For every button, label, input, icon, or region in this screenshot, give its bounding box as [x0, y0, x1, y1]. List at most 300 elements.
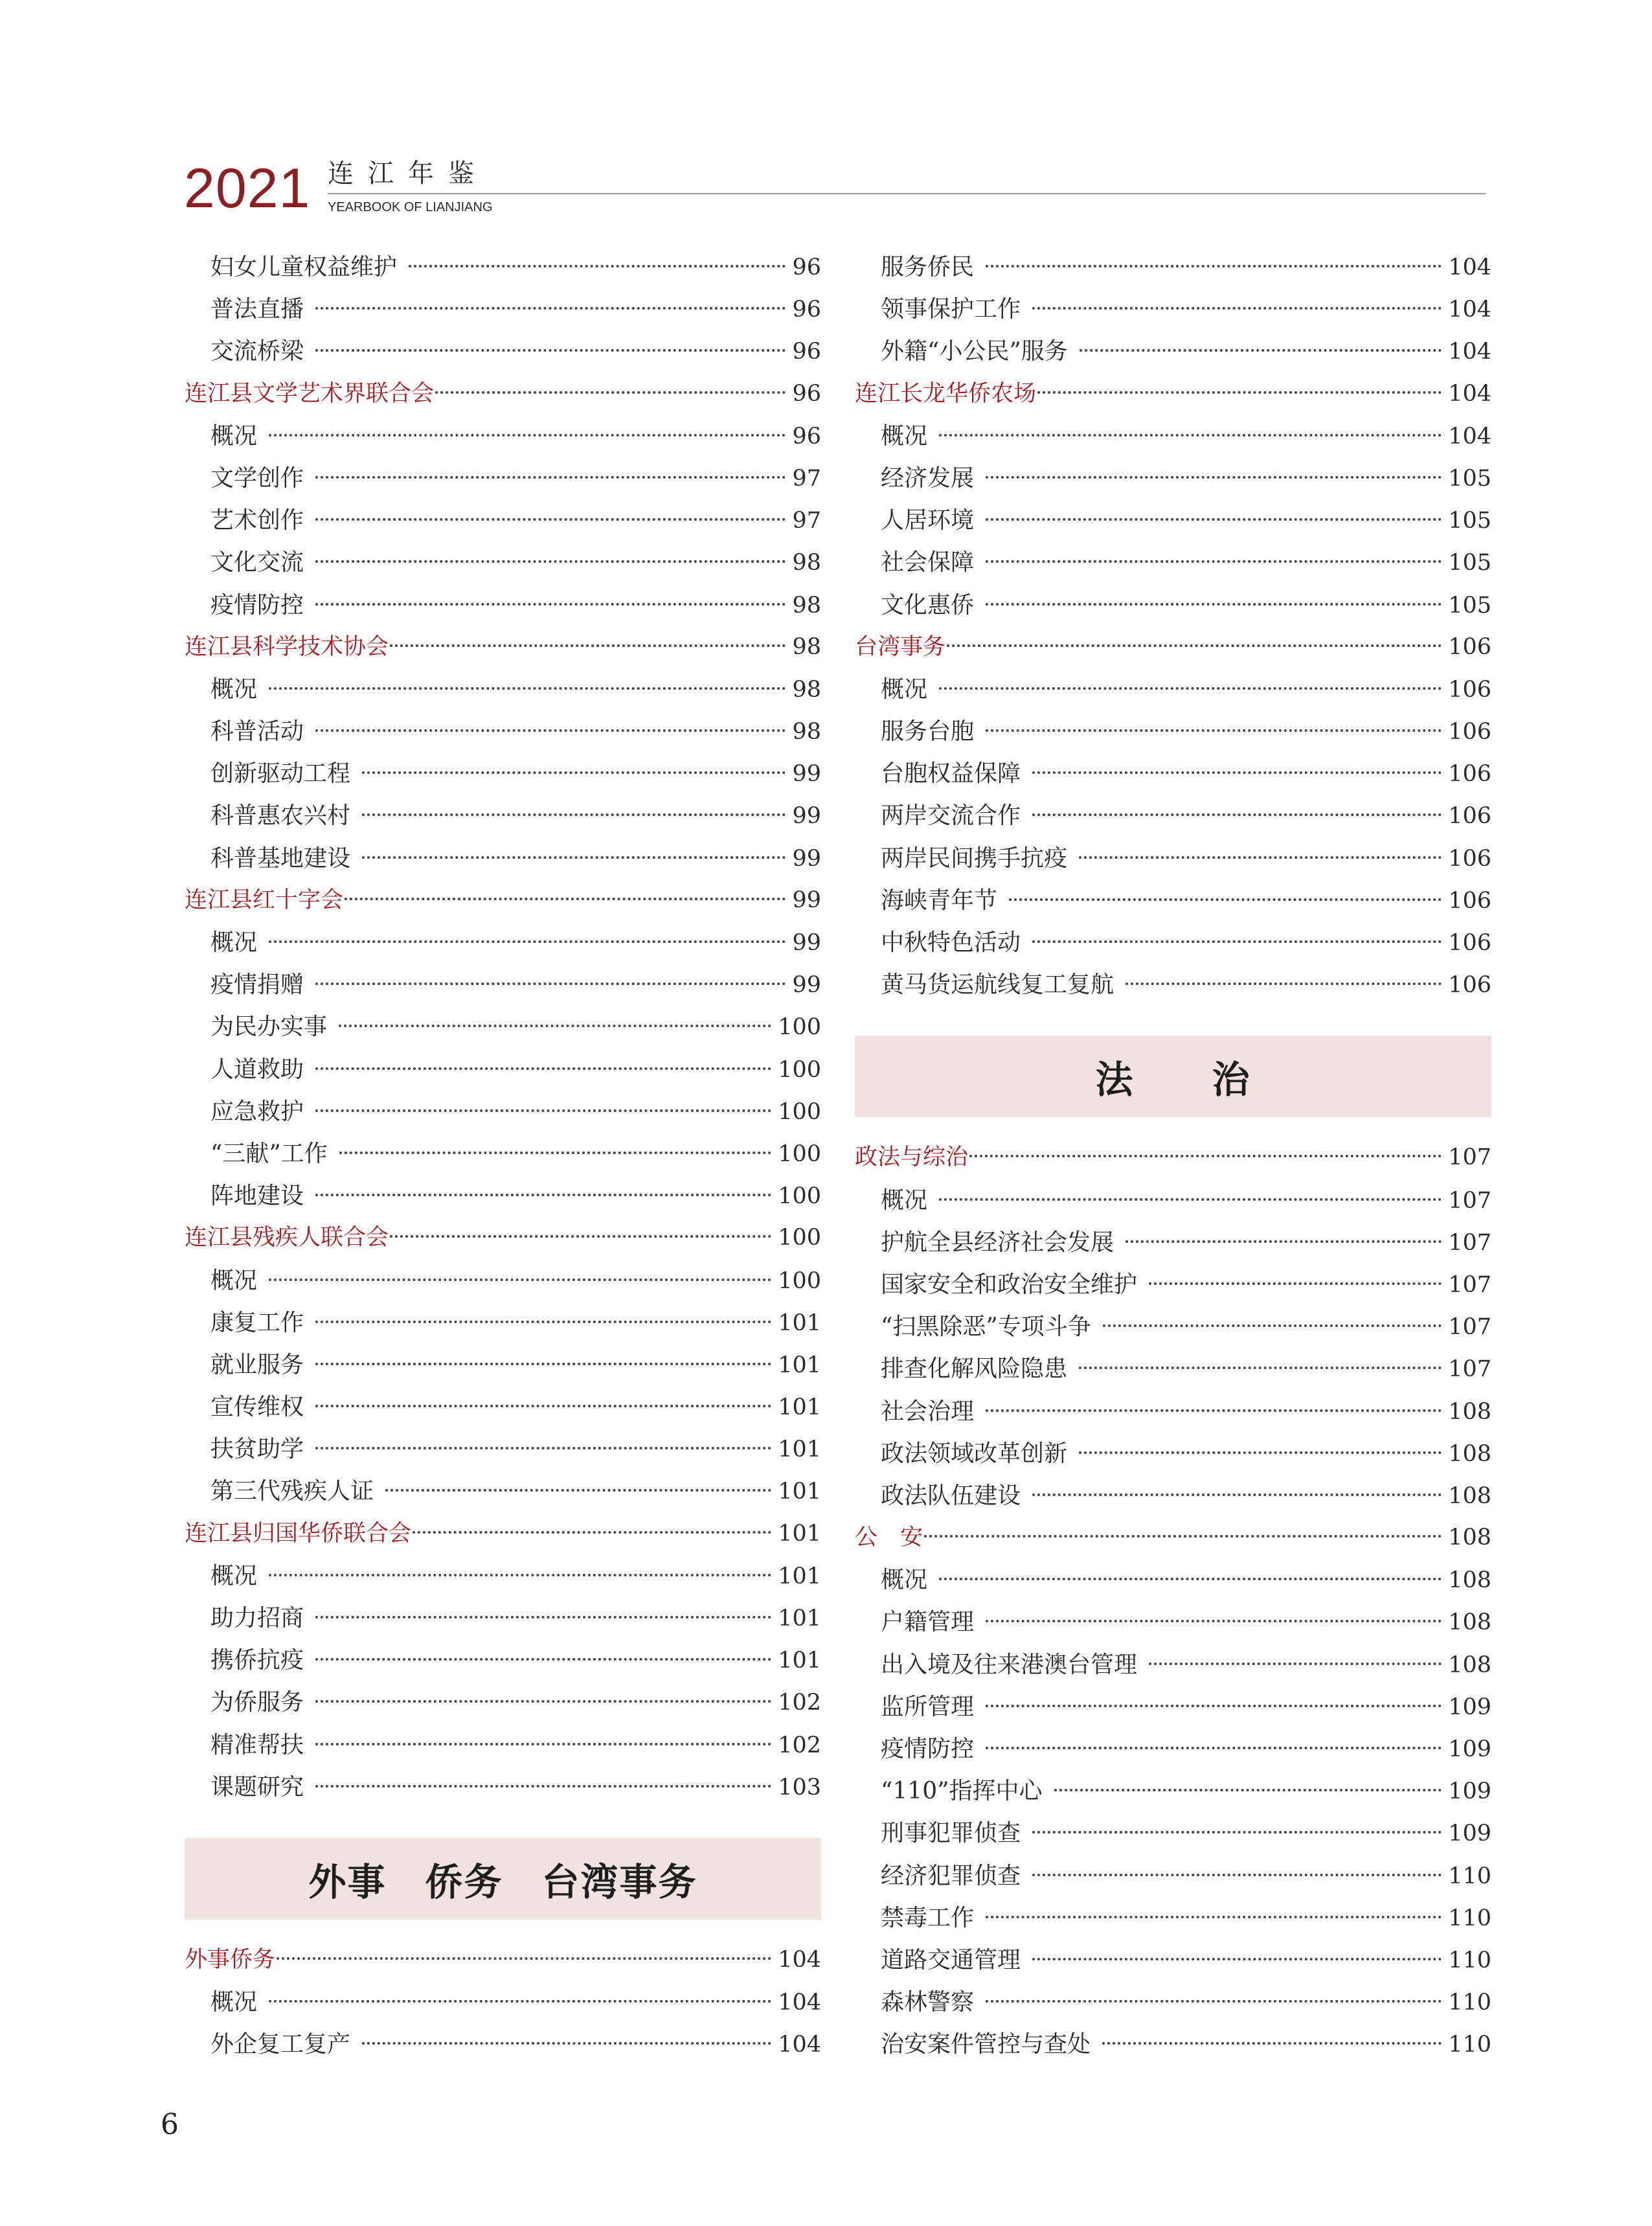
- dot-leader: [1079, 1451, 1442, 1454]
- toc-entry-label: 连江县文学艺术界联合会: [185, 380, 435, 407]
- toc-entry-page: 109: [1448, 1736, 1491, 1762]
- toc-entry-page: 103: [778, 1774, 821, 1800]
- toc-entry-label: 概况: [210, 1989, 258, 2016]
- dot-leader: [986, 1916, 1442, 1918]
- toc-entry-page: 101: [778, 1479, 821, 1505]
- toc-entry-page: 110: [1448, 1990, 1491, 2016]
- toc-entry-page: 100: [778, 1267, 821, 1294]
- toc-entry-label: 领事保护工作: [881, 296, 1021, 323]
- dot-leader: [315, 307, 786, 310]
- dot-leader: [1032, 1493, 1442, 1496]
- toc-entry-label: 治安案件管控与查处: [881, 2031, 1091, 2058]
- toc-entry-page: 109: [1448, 1694, 1491, 1720]
- toc-entry[interactable]: [185, 710, 821, 753]
- toc-entry-page: 104: [778, 2032, 821, 2058]
- toc-section-entry[interactable]: [855, 373, 1491, 415]
- toc-entry-page: 109: [1448, 1778, 1491, 1805]
- dot-leader: [315, 1785, 771, 1788]
- toc-section-entry[interactable]: [185, 1513, 821, 1555]
- toc-entry-page: 105: [1448, 508, 1491, 534]
- dot-leader: [947, 644, 1442, 647]
- toc-entry[interactable]: [855, 964, 1491, 1006]
- toc-entry-label: 社会治理: [881, 1398, 975, 1425]
- toc-entry[interactable]: [855, 1306, 1491, 1348]
- toc-entry[interactable]: [855, 1559, 1491, 1601]
- toc-entry[interactable]: [855, 1644, 1491, 1686]
- toc-entry-label: 文学创作: [210, 464, 304, 492]
- toc-entry-page: 107: [1448, 1356, 1491, 1383]
- toc-entry-label: 疫情捐赠: [210, 971, 304, 999]
- toc-section-entry[interactable]: [185, 880, 821, 922]
- toc-entry[interactable]: [855, 1179, 1491, 1221]
- toc-entry-label: 服务台胞: [881, 718, 975, 745]
- toc-entry-label: 文化惠侨: [881, 591, 975, 619]
- toc-entry-label: 中秋特色活动: [881, 929, 1021, 956]
- dot-leader: [315, 1321, 771, 1323]
- toc-entry-page: 101: [778, 1606, 821, 1631]
- dot-leader: [939, 1198, 1442, 1201]
- toc-entry[interactable]: [185, 837, 821, 880]
- toc-entry-page: 100: [778, 1014, 821, 1041]
- toc-entry[interactable]: [185, 1597, 821, 1639]
- toc-entry-label: 护航全县经济社会发展: [881, 1229, 1115, 1256]
- dot-leader: [269, 1278, 771, 1281]
- toc-entry[interactable]: [855, 795, 1491, 837]
- toc-entry-page: 106: [1448, 719, 1491, 745]
- toc-entry-page: 106: [1448, 887, 1491, 914]
- toc-entry-label: 为民办实事: [210, 1014, 328, 1041]
- toc-entry-label: 外事侨务: [185, 1946, 276, 1973]
- toc-entry-label: 概况: [881, 676, 928, 703]
- toc-entry-label: 人居环境: [881, 507, 975, 534]
- dot-leader: [986, 1620, 1442, 1622]
- dot-leader: [969, 1155, 1442, 1157]
- toc-entry[interactable]: [185, 1428, 821, 1470]
- toc-entry-page: 106: [1448, 845, 1491, 872]
- toc-entry-label: 携侨抗疫: [210, 1647, 304, 1674]
- toc-entry[interactable]: [855, 880, 1491, 922]
- toc-entry[interactable]: [855, 1221, 1491, 1264]
- dot-leader: [986, 560, 1442, 563]
- toc-entry-label: 阵地建设: [210, 1183, 304, 1210]
- toc-entry-page: 100: [778, 1183, 821, 1210]
- toc-entry-label: 连江长龙华侨农场: [855, 380, 1037, 407]
- dot-leader: [339, 1025, 771, 1027]
- toc-entry-label: 交流桥梁: [210, 338, 304, 365]
- dot-leader: [269, 1574, 771, 1576]
- toc-entry-label: 禁毒工作: [881, 1904, 975, 1931]
- page-number: 6: [161, 2108, 179, 2141]
- dot-leader: [1080, 349, 1442, 352]
- toc-entry[interactable]: [185, 753, 821, 795]
- toc-entry-page: 100: [778, 1141, 821, 1167]
- dot-leader: [1032, 1874, 1442, 1876]
- toc-entry-page: 106: [1448, 972, 1491, 999]
- dot-leader: [986, 729, 1442, 732]
- toc-entry-label: 服务侨民: [881, 254, 975, 280]
- toc-entry[interactable]: [185, 1555, 821, 1597]
- dot-leader: [269, 2000, 771, 2003]
- toc-entry-page: 109: [1448, 1821, 1491, 1847]
- dot-leader: [315, 1616, 771, 1618]
- toc-entry-label: 经济发展: [881, 464, 975, 492]
- toc-entry[interactable]: [185, 1175, 821, 1217]
- toc-entry-page: 108: [1448, 1609, 1491, 1636]
- toc-entry[interactable]: [855, 330, 1491, 372]
- toc-entry-page: 105: [1448, 550, 1491, 576]
- toc-entry-label: 宣传维权: [210, 1394, 304, 1421]
- toc-entry[interactable]: [855, 584, 1491, 626]
- dot-leader: [315, 1067, 771, 1070]
- toc-entry[interactable]: [185, 1049, 821, 1091]
- toc-entry[interactable]: [855, 668, 1491, 710]
- toc-entry[interactable]: [855, 541, 1491, 584]
- toc-entry[interactable]: [855, 922, 1491, 964]
- toc-entry[interactable]: [855, 837, 1491, 880]
- toc-entry-label: 科普基地建设: [210, 845, 351, 872]
- toc-entry-page: 110: [1448, 1863, 1491, 1889]
- toc-entry-page: 98: [792, 633, 821, 660]
- dot-leader: [385, 1489, 771, 1492]
- dot-leader: [1032, 940, 1442, 943]
- toc-entry-label: 森林警察: [881, 1989, 975, 2016]
- dot-leader: [939, 434, 1442, 437]
- toc-entry[interactable]: [855, 1601, 1491, 1643]
- toc-section-entry[interactable]: [185, 373, 821, 415]
- toc-entry-label: 连江县科学技术协会: [185, 633, 389, 660]
- toc-section-entry[interactable]: [855, 1137, 1491, 1179]
- toc-entry-page: 107: [1448, 1187, 1491, 1214]
- toc-entry-page: 96: [792, 380, 821, 407]
- toc-entry[interactable]: [185, 668, 821, 710]
- toc-entry[interactable]: [855, 1433, 1491, 1475]
- dot-leader: [269, 434, 786, 437]
- dot-leader: [1032, 1958, 1442, 1960]
- toc-entry-page: 97: [792, 465, 821, 492]
- toc-entry-page: 101: [778, 1310, 821, 1336]
- dot-leader: [1037, 391, 1442, 394]
- toc-entry-label: “110”指挥中心: [881, 1778, 1043, 1805]
- toc-entry[interactable]: [185, 1006, 821, 1048]
- toc-entry[interactable]: [855, 457, 1491, 499]
- toc-entry-page: 99: [792, 887, 821, 913]
- dot-leader: [1126, 1240, 1442, 1243]
- toc-entry-page: 106: [1448, 633, 1491, 660]
- toc-entry-page: 107: [1448, 1314, 1491, 1341]
- toc-entry-label: 人道救助: [210, 1056, 304, 1083]
- toc-section-entry[interactable]: [185, 626, 821, 668]
- page-header: [184, 155, 1486, 227]
- toc-entry-page: 99: [792, 972, 821, 999]
- dot-leader: [269, 940, 786, 943]
- toc-entry-page: 110: [1448, 1947, 1491, 1973]
- toc-entry-label: 概况: [881, 1567, 928, 1594]
- yearbook-title: 连江年鉴: [328, 159, 488, 188]
- toc-entry[interactable]: [185, 1260, 821, 1302]
- toc-entry-page: 107: [1448, 1271, 1491, 1298]
- toc-entry-label: “扫黑除恶”专项斗争: [881, 1313, 1091, 1341]
- dot-leader: [315, 1109, 771, 1112]
- toc-entry-page: 99: [792, 845, 821, 872]
- toc-entry-label: “三献”工作: [210, 1140, 328, 1167]
- toc-entry-label: 概况: [210, 1267, 258, 1294]
- toc-entry[interactable]: [855, 1939, 1491, 1981]
- dot-leader: [986, 476, 1442, 479]
- toc-entry[interactable]: [855, 1770, 1491, 1812]
- yearbook-year: 2021: [184, 157, 311, 220]
- toc-section-entry[interactable]: [855, 1517, 1491, 1559]
- toc-entry-label: 创新驱动工程: [210, 760, 351, 788]
- toc-entry[interactable]: [855, 1897, 1491, 1939]
- toc-entry-label: 扶贫助学: [210, 1436, 304, 1463]
- toc-entry-label: 课题研究: [210, 1773, 304, 1800]
- toc-entry-page: 101: [778, 1563, 821, 1589]
- toc-section-entry[interactable]: [185, 1939, 821, 1981]
- dot-leader: [924, 1535, 1442, 1538]
- toc-entry[interactable]: [855, 1981, 1491, 2023]
- dot-leader: [315, 560, 786, 563]
- toc-entry-page: 104: [1448, 297, 1491, 323]
- toc-entry-label: 就业服务: [210, 1351, 304, 1378]
- toc-entry[interactable]: [185, 2023, 821, 2065]
- toc-entry-label: 疫情防控: [210, 591, 304, 619]
- toc-entry[interactable]: [855, 1475, 1491, 1517]
- dot-leader: [362, 856, 786, 859]
- dot-leader: [315, 1743, 771, 1745]
- dot-leader: [1149, 1282, 1442, 1285]
- toc-entry-page: 99: [792, 803, 821, 830]
- toc-entry-label: 艺术创作: [210, 507, 304, 534]
- dot-leader: [986, 1705, 1442, 1707]
- toc-entry-page: 104: [1448, 423, 1491, 449]
- dot-leader: [315, 1194, 771, 1196]
- toc-entry-page: 110: [1448, 1905, 1491, 1931]
- toc-entry-page: 98: [792, 719, 821, 745]
- toc-entry-label: 精准帮扶: [210, 1731, 304, 1758]
- toc-entry[interactable]: [185, 1344, 821, 1386]
- toc-entry[interactable]: [185, 1386, 821, 1428]
- toc-entry-page: 105: [1448, 592, 1491, 619]
- toc-entry[interactable]: [185, 330, 821, 372]
- toc-entry[interactable]: [185, 964, 821, 1006]
- toc-entry-label: 出入境及往来港澳台管理: [881, 1651, 1138, 1678]
- toc-section-entry[interactable]: [185, 1217, 821, 1259]
- dot-leader: [339, 1152, 771, 1154]
- toc-entry[interactable]: [855, 1264, 1491, 1306]
- toc-entry[interactable]: [855, 1728, 1491, 1770]
- toc-entry[interactable]: [185, 288, 821, 330]
- toc-entry-label: 刑事犯罪侦查: [881, 1820, 1021, 1847]
- dot-leader: [315, 1658, 771, 1661]
- toc-entry[interactable]: [185, 1091, 821, 1133]
- toc-entry-page: 101: [778, 1520, 821, 1547]
- dot-leader: [1032, 771, 1442, 774]
- toc-entry[interactable]: [185, 1981, 821, 2023]
- toc-entry[interactable]: [855, 1391, 1491, 1433]
- dot-leader: [1009, 898, 1442, 901]
- toc-entry-label: 康复工作: [210, 1309, 304, 1336]
- toc-entry-label: 助力招商: [210, 1605, 304, 1631]
- dot-leader: [409, 265, 786, 267]
- toc-entry-page: 108: [1448, 1525, 1491, 1551]
- dot-leader: [315, 518, 786, 521]
- toc-entry[interactable]: [185, 246, 821, 288]
- toc-entry-page: 98: [792, 592, 821, 619]
- toc-entry[interactable]: [185, 415, 821, 457]
- toc-entry-page: 100: [778, 1056, 821, 1083]
- dot-leader: [390, 644, 786, 647]
- toc-entry-label: 排查化解风险隐患: [881, 1356, 1068, 1383]
- toc-entry[interactable]: [185, 584, 821, 626]
- toc-entry[interactable]: [855, 710, 1491, 753]
- dot-leader: [269, 687, 786, 690]
- toc-entry[interactable]: [185, 1724, 821, 1766]
- dot-leader: [1149, 1663, 1442, 1665]
- toc-entry-label: 概况: [881, 1187, 928, 1214]
- toc-entry-page: 102: [778, 1690, 821, 1716]
- dot-leader: [1079, 856, 1442, 859]
- toc-left-column: [185, 246, 821, 2066]
- header-rule: [328, 193, 1486, 194]
- toc-entry-label: 道路交通管理: [881, 1946, 1021, 1973]
- dot-leader: [1102, 2042, 1442, 2045]
- toc-entry-page: 102: [778, 1732, 821, 1758]
- dot-leader: [277, 1957, 771, 1960]
- toc-entry-page: 98: [792, 550, 821, 576]
- toc-entry[interactable]: [855, 288, 1491, 330]
- dot-leader: [986, 1409, 1442, 1412]
- toc-entry-label: 为侨服务: [210, 1689, 304, 1716]
- dot-leader: [390, 1235, 771, 1238]
- toc-entry-label: 国家安全和政治安全维护: [881, 1271, 1138, 1298]
- toc-entry[interactable]: [185, 457, 821, 499]
- toc-section-entry[interactable]: [855, 626, 1491, 668]
- toc-entry[interactable]: [855, 753, 1491, 795]
- toc-entry-label: 文化交流: [210, 549, 304, 576]
- toc-entry[interactable]: [185, 1302, 821, 1344]
- dot-leader: [315, 603, 786, 606]
- dot-leader: [435, 391, 786, 394]
- toc-entry-label: 政法与综治: [855, 1144, 969, 1171]
- toc-entry-page: 101: [778, 1648, 821, 1674]
- dot-leader: [315, 729, 786, 732]
- toc-entry-label: 两岸民间携手抗疫: [881, 845, 1068, 872]
- toc-entry[interactable]: [185, 922, 821, 964]
- toc-entry-page: 104: [778, 1946, 821, 1973]
- toc-entry-page: 104: [1448, 380, 1491, 407]
- dot-leader: [986, 518, 1442, 521]
- dot-leader: [986, 265, 1442, 267]
- toc-entry-label: 概况: [210, 1562, 258, 1589]
- dot-leader: [1032, 307, 1442, 310]
- toc-entry-page: 96: [792, 339, 821, 365]
- toc-entry-label: 科普活动: [210, 718, 304, 745]
- toc-entry[interactable]: [855, 415, 1491, 457]
- toc-entry-page: 101: [778, 1394, 821, 1421]
- toc-entry-page: 105: [1448, 465, 1491, 492]
- toc-entry[interactable]: [855, 499, 1491, 541]
- toc-entry-label: 公 安: [855, 1525, 923, 1551]
- toc-entry-label: 概况: [881, 422, 928, 449]
- toc-entry[interactable]: [185, 541, 821, 584]
- toc-entry-page: 97: [792, 508, 821, 534]
- toc-entry-page: 101: [778, 1352, 821, 1378]
- toc-entry[interactable]: [185, 1766, 821, 1808]
- toc-entry[interactable]: [185, 795, 821, 837]
- dot-leader: [986, 1747, 1442, 1749]
- toc-entry-label: 外企复工复产: [210, 2031, 351, 2058]
- toc-entry-page: 110: [1448, 2032, 1491, 2058]
- dot-leader: [986, 603, 1442, 606]
- toc-entry[interactable]: [855, 1348, 1491, 1390]
- toc-entry[interactable]: [185, 499, 821, 541]
- toc-entry-label: 政法队伍建设: [881, 1482, 1021, 1509]
- dot-leader: [345, 898, 786, 900]
- toc-entry[interactable]: [855, 246, 1491, 288]
- toc-entry-page: 108: [1448, 1482, 1491, 1509]
- toc-entry-label: 第三代残疾人证: [210, 1478, 374, 1505]
- toc-entry[interactable]: [185, 1681, 821, 1723]
- dot-leader: [315, 349, 786, 352]
- toc-entry-page: 100: [778, 1098, 821, 1125]
- toc-entry-page: 104: [1448, 339, 1491, 365]
- toc-entry-label: 连江县归国华侨联合会: [185, 1520, 412, 1547]
- toc-entry[interactable]: [185, 1133, 821, 1175]
- toc-entry-page: 108: [1448, 1398, 1491, 1425]
- toc-entry-page: 98: [792, 676, 821, 703]
- dot-leader: [939, 1578, 1442, 1580]
- toc-entry-label: 海峡青年节: [881, 887, 998, 914]
- toc-entry[interactable]: [185, 1470, 821, 1512]
- dot-leader: [939, 687, 1442, 690]
- toc-entry-page: 96: [792, 255, 821, 280]
- dot-leader: [413, 1531, 771, 1534]
- toc-entry-label: 监所管理: [881, 1693, 975, 1720]
- toc-entry-page: 99: [792, 930, 821, 956]
- toc-entry-page: 99: [792, 761, 821, 788]
- toc-entry[interactable]: [855, 1855, 1491, 1897]
- toc-entry[interactable]: [855, 1686, 1491, 1728]
- toc-entry-label: 政法领域改革创新: [881, 1440, 1068, 1467]
- dot-leader: [1126, 982, 1442, 985]
- toc-entry-page: 108: [1448, 1440, 1491, 1467]
- dot-leader: [1103, 1324, 1442, 1327]
- toc-entry-label: 社会保障: [881, 549, 975, 576]
- dot-leader: [315, 1447, 771, 1449]
- toc-entry-label: 概况: [210, 422, 258, 449]
- toc-entry-label: 台胞权益保障: [881, 760, 1021, 788]
- dot-leader: [362, 813, 786, 816]
- toc-entry-label: 户籍管理: [881, 1609, 975, 1636]
- toc-entry[interactable]: [185, 1639, 821, 1681]
- toc-right-column: [855, 246, 1491, 2066]
- toc-entry-label: 连江县残疾人联合会: [185, 1225, 389, 1251]
- toc-entry[interactable]: [855, 2023, 1491, 2065]
- toc-entry-label: 应急救护: [210, 1098, 304, 1125]
- toc-entry-label: 概况: [210, 676, 258, 703]
- dot-leader: [1079, 1367, 1442, 1369]
- toc-entry-label: 科普惠农兴村: [210, 802, 351, 830]
- toc-entry-page: 108: [1448, 1567, 1491, 1594]
- dot-leader: [315, 476, 786, 479]
- toc-entry-label: 普法直播: [210, 296, 304, 323]
- toc-entry-page: 107: [1448, 1144, 1491, 1171]
- toc-entry[interactable]: [855, 1812, 1491, 1854]
- toc-entry-label: 外籍“小公民”服务: [881, 338, 1068, 365]
- toc-entry-label: 概况: [210, 929, 258, 956]
- dot-leader: [986, 2000, 1442, 2003]
- chapter-banner: 外事 侨务 台湾事务: [185, 1838, 821, 1920]
